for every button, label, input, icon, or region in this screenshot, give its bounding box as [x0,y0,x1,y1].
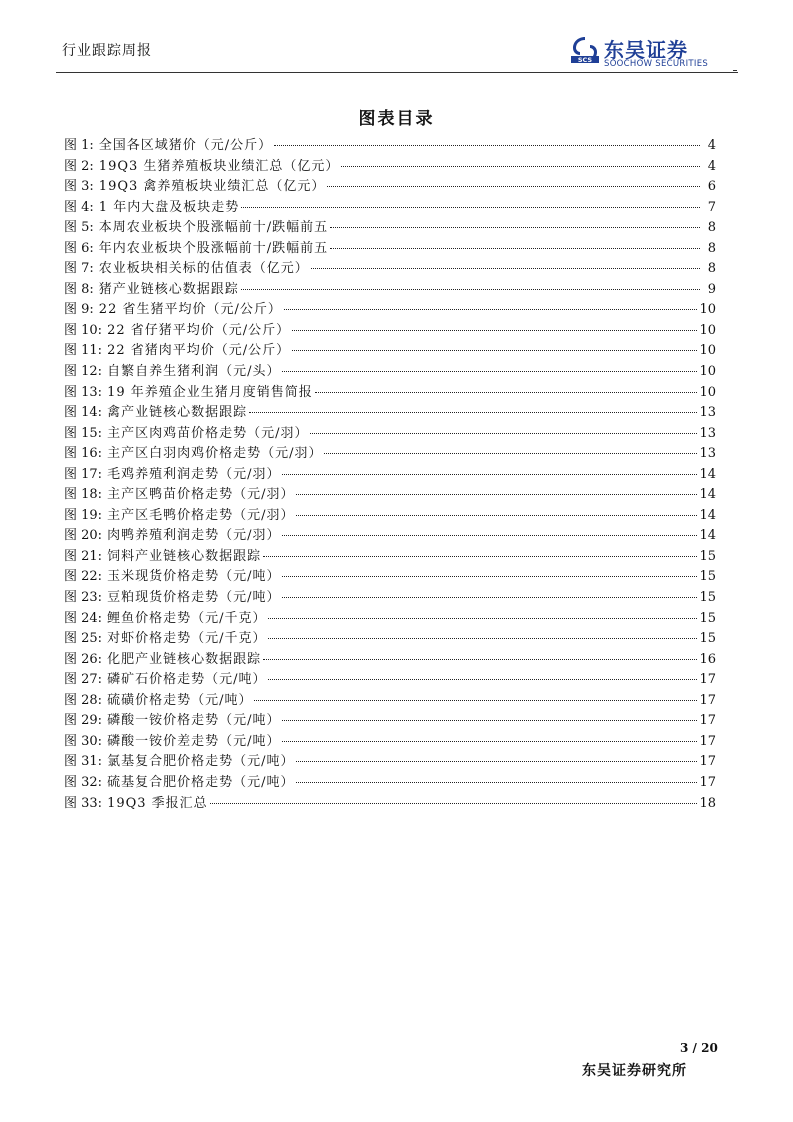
toc-entry-page: 17 [699,754,716,770]
toc-entry-title: 全国各区域猪价（元/公斤） [98,138,273,153]
toc-dot-leader [330,248,700,249]
toc-entry-title: 氯基复合肥价格走势（元/吨） [107,754,295,770]
toc-dot-leader [282,576,697,577]
toc-dot-leader [284,309,698,310]
toc-entry-label: 图 15: [64,425,103,441]
toc-entry-title: 19Q3 禽养殖板块业绩汇总（亿元） [98,179,326,195]
toc-entry-page: 9 [707,281,716,297]
toc-entry-title: 19Q3 季报汇总 [107,795,208,811]
toc-entry[interactable] [64,691,716,712]
toc-entry-page: 17 [699,713,716,729]
toc-entry-page: 13 [699,425,716,441]
toc-entry-label: 图 4: [64,199,94,215]
toc-entry-page: 17 [699,774,716,790]
toc-dot-leader [268,618,697,619]
toc-entry-title: 对虾价格走势（元/千克） [107,631,267,647]
page-indicator: 3 / 20 [680,1041,718,1055]
toc-entry[interactable] [64,773,716,794]
toc-entry-page: 17 [699,692,716,708]
toc-entry[interactable] [64,362,716,383]
toc-entry[interactable] [64,444,716,465]
toc-entry-label: 图 2: [64,158,94,174]
toc-entry-title: 农业板块相关标的估值表（亿元） [98,261,309,277]
toc-entry[interactable] [64,567,716,588]
toc-entry-page: 18 [699,795,716,811]
toc-entry[interactable] [64,403,716,424]
toc-entry[interactable] [64,670,716,691]
toc-entry-label: 图 21: [64,548,103,564]
toc-entry-title: 22 省猪肉平均价（元/公斤） [107,343,291,359]
toc-dot-leader [263,659,697,660]
toc-entry-title: 化肥产业链核心数据跟踪 [107,651,262,667]
toc-entry-title: 磷酸一铵价差走势（元/吨） [107,733,281,749]
toc-entry[interactable] [64,239,716,260]
toc-entry-label: 图 30: [64,733,103,749]
toc-dot-leader [311,268,700,269]
toc-entry-title: 本周农业板块个股涨幅前十/跌幅前五 [98,220,329,236]
toc-entry-page: 13 [699,405,716,421]
toc-entry[interactable] [64,588,716,609]
toc-entry-label: 图 24: [64,610,103,626]
toc-entry-label: 图 10: [64,322,103,338]
toc-entry-page: 15 [699,631,716,647]
toc-entry-title: 饲料产业链核心数据跟踪 [107,548,262,564]
toc-dot-leader [241,207,700,208]
toc-entry[interactable] [64,526,716,547]
toc-dot-leader [268,679,697,680]
toc-entry-label: 图 29: [64,713,103,729]
toc-dot-leader [327,186,700,187]
footer-organization: 东吴证券研究所 [582,1063,687,1079]
toc-entry[interactable] [64,629,716,650]
toc-entry-title: 主产区鸭苗价格走势（元/羽） [107,487,295,503]
toc-entry-title: 19 年养殖企业生猪月度销售简报 [107,384,313,400]
toc-entry-page: 4 [707,138,716,153]
toc-entry-page: 8 [707,261,716,277]
toc-entry-title: 主产区肉鸡苗价格走势（元/羽） [107,425,309,441]
toc-entry-title: 鲤鱼价格走势（元/千克） [107,610,267,626]
toc-entry-title: 年内农业板块个股涨幅前十/跌幅前五 [98,240,329,256]
toc-entry-page: 10 [699,384,716,400]
toc-entry-title: 禽产业链核心数据跟踪 [107,405,248,421]
toc-entry-title: 22 省仔猪平均价（元/公斤） [107,322,291,338]
toc-entry-label: 图 9: [64,302,94,318]
toc-dot-leader [268,638,697,639]
toc-entry-title: 硫基复合肥价格走势（元/吨） [107,774,295,790]
toc-entry-label: 图 12: [64,364,103,380]
toc-entry[interactable] [64,609,716,630]
report-type-label: 行业跟踪周报 [62,43,152,59]
toc-entry-title: 肉鸭养殖利润走势（元/羽） [107,528,281,544]
toc-entry-page: 14 [699,466,716,482]
toc-entry[interactable] [64,177,716,198]
toc-entry-label: 图 33: [64,795,103,811]
toc-entry[interactable] [64,752,716,773]
toc-entry-title: 自繁自养生猪利润（元/头） [107,364,281,380]
toc-dot-leader [315,392,698,393]
toc-dot-leader [296,782,697,783]
toc-dot-leader [292,350,697,351]
toc-entry[interactable] [64,321,716,342]
toc-entry-label: 图 22: [64,569,103,585]
toc-entry-page: 15 [699,610,716,626]
toc-entry-label: 图 1: [64,138,94,153]
toc-entry-label: 图 11: [64,343,103,359]
toc-entry-label: 图 23: [64,590,103,606]
toc-dot-leader [324,453,697,454]
toc-entry-page: 10 [699,322,716,338]
toc-entry-title: 19Q3 生猪养殖板块业绩汇总（亿元） [98,158,340,174]
logo-name-en: SOOCHOW SECURITIES [604,59,709,69]
toc-entry-label: 图 31: [64,754,103,770]
toc-entry[interactable] [64,547,716,568]
toc-entry-page: 15 [699,590,716,606]
toc-entry-page: 10 [699,302,716,318]
toc-entry-title: 1 年内大盘及板块走势 [98,199,240,215]
toc-entry[interactable] [64,650,716,671]
toc-entry[interactable] [64,300,716,321]
toc-entry-page: 8 [707,240,716,256]
toc-entry-title: 玉米现货价格走势（元/吨） [107,569,281,585]
soochow-logo-icon [570,35,600,65]
toc-entry-page: 15 [699,548,716,564]
toc-entry[interactable] [64,465,716,486]
toc-dot-leader [282,720,697,721]
toc-entry-page: 13 [699,446,716,462]
toc-entry-label: 图 32: [64,774,103,790]
toc-entry-title: 主产区毛鸭价格走势（元/羽） [107,507,295,523]
toc-entry-label: 图 26: [64,651,103,667]
toc-dot-leader [296,761,697,762]
toc-entry-label: 图 13: [64,384,103,400]
toc-dot-leader [310,433,697,434]
logo-mark-text: SCS [577,56,593,64]
toc-entry-page: 14 [699,528,716,544]
toc-dot-leader [330,227,700,228]
toc-entry-label: 图 3: [64,179,94,195]
toc-entry[interactable] [64,794,716,815]
toc-entry-label: 图 28: [64,692,103,708]
toc-entry-page: 4 [707,158,716,174]
toc-dot-leader [241,289,700,290]
toc-entry-page: 10 [699,364,716,380]
toc-entry-title: 毛鸡养殖利润走势（元/羽） [107,466,281,482]
toc-dot-leader [282,371,697,372]
toc-dot-leader [292,330,697,331]
header-divider [56,72,738,73]
toc-entry-page: 15 [699,569,716,585]
toc-dot-leader [282,597,697,598]
toc-entry-page: 8 [707,220,716,236]
toc-entry[interactable] [64,157,716,178]
toc-entry-label: 图 27: [64,672,103,688]
toc-entry[interactable] [64,383,716,404]
toc-entry[interactable] [64,136,716,157]
toc-entry-page: 7 [707,199,716,215]
toc-entry-page: 6 [707,179,716,195]
toc-entry-label: 图 7: [64,261,94,277]
toc-entry-label: 图 16: [64,446,103,462]
toc-dot-leader [282,741,697,742]
toc-entry[interactable] [64,506,716,527]
logo-name-cn: 东吴证券 [604,38,688,62]
toc-entry[interactable] [64,711,716,732]
toc-entry-label: 图 8: [64,281,94,297]
toc-dot-leader [210,803,698,804]
figure-toc-list [64,136,716,814]
toc-dot-leader [263,556,697,557]
toc-entry-title: 豆粕现货价格走势（元/吨） [107,590,281,606]
toc-entry-label: 图 20: [64,528,103,544]
toc-entry[interactable] [64,485,716,506]
toc-entry-label: 图 14: [64,405,103,421]
toc-dot-leader [341,166,700,167]
toc-entry-label: 图 25: [64,631,103,647]
toc-entry[interactable] [64,424,716,445]
toc-dot-leader [296,494,697,495]
toc-entry-page: 10 [699,343,716,359]
toc-entry-title: 硫磺价格走势（元/吨） [107,692,253,708]
toc-entry-label: 图 6: [64,240,94,256]
toc-entry[interactable] [64,732,716,753]
toc-entry-page: 14 [699,507,716,523]
toc-dot-leader [249,412,697,413]
toc-entry-title: 磷矿石价格走势（元/吨） [107,672,267,688]
toc-dot-leader [254,700,697,701]
toc-entry-page: 17 [699,733,716,749]
toc-entry-page: 17 [699,672,716,688]
toc-entry-title: 猪产业链核心数据跟踪 [98,281,239,297]
toc-dot-leader [274,145,700,146]
toc-entry[interactable] [64,280,716,301]
toc-entry-title: 磷酸一铵价格走势（元/吨） [107,713,281,729]
toc-entry[interactable] [64,198,716,219]
toc-entry-label: 图 18: [64,487,103,503]
toc-dot-leader [282,535,697,536]
toc-entry-page: 14 [699,487,716,503]
header-divider-tick [733,70,737,71]
toc-entry-title: 主产区白羽肉鸡价格走势（元/羽） [107,446,323,462]
toc-entry-page: 16 [699,651,716,667]
toc-entry-label: 图 17: [64,466,103,482]
toc-entry[interactable] [64,259,716,280]
toc-entry-title: 22 省生猪平均价（元/公斤） [98,302,282,318]
toc-dot-leader [282,474,697,475]
toc-title: 图表目录 [358,109,435,129]
toc-entry[interactable] [64,218,716,239]
toc-entry[interactable] [64,341,716,362]
company-logo [570,33,740,71]
toc-dot-leader [296,515,697,516]
toc-entry-label: 图 5: [64,220,94,236]
toc-entry-label: 图 19: [64,507,103,523]
